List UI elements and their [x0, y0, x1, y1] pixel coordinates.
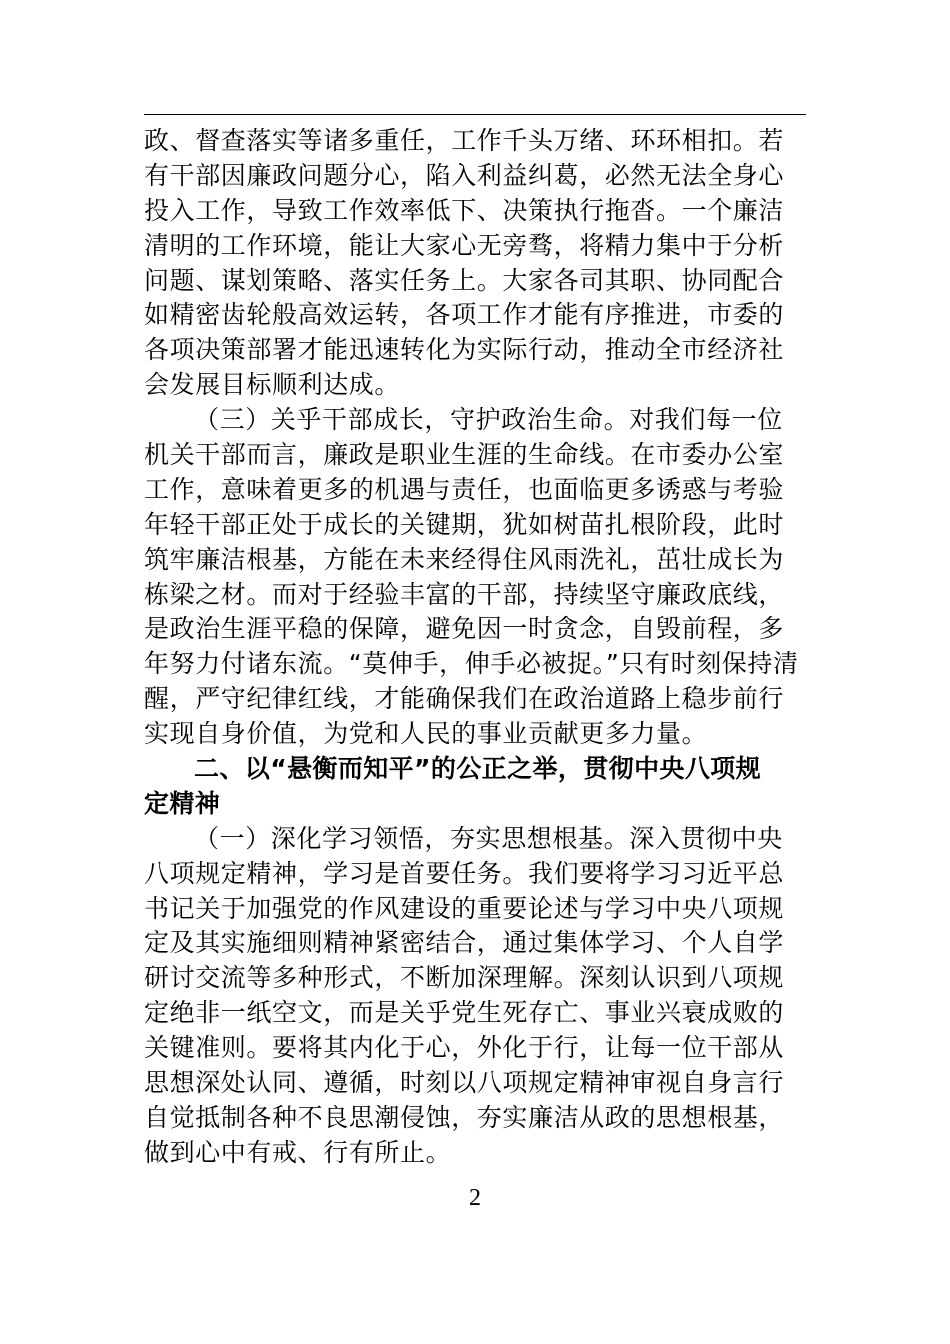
body-text-line: 各项决策部署才能迅速转化为实际行动，推动全市经济社: [144, 335, 785, 365]
body-text-line: （三）关乎干部成长，守护政治生命。对我们每一位: [194, 405, 783, 435]
body-text-line: 关键准则。要将其内化于心，外化于行，让每一位干部从: [144, 1033, 785, 1063]
body-text-line: 书记关于加强党的作风建设的重要论述与学习中央八项规: [144, 893, 785, 923]
body-text-line: 政、督查落实等诸多重任，工作千头万绪、环环相扣。若: [144, 126, 785, 155]
body-text-line: 机关干部而言，廉政是职业生涯的生命线。在市委办公室: [144, 440, 785, 470]
body-text-line: 定绝非一纸空文，而是关乎党生死存亡、事业兴衰成败的: [144, 998, 785, 1028]
body-text-line: 年努力付诸东流。“莫伸手，伸手必被捉。”只有时刻保持清: [144, 649, 799, 679]
body-text-line: 会发展目标顺利达成。: [144, 370, 401, 400]
body-text-line: 栋梁之材。而对于经验丰富的干部，持续坚守廉政底线，: [144, 579, 785, 609]
body-text-line: 思想深处认同、遵循，时刻以八项规定精神审视自身言行: [144, 1068, 785, 1098]
section-heading-line: 二、以“悬衡而知平”的公正之举，贯彻中央八项规: [194, 754, 762, 784]
document-body: [144, 124, 806, 1171]
body-text-line: 是政治生涯平稳的保障，避免因一时贪念，自毁前程，多: [144, 614, 785, 644]
body-text-line: 自觉抵制各种不良思潮侵蚀，夯实廉洁从政的思想根基，: [144, 1102, 785, 1132]
body-text-line: 如精密齿轮般高效运转，各项工作才能有序推进，市委的: [144, 300, 785, 330]
body-text-line: 清明的工作环境，能让大家心无旁骛，将精力集中于分析: [144, 230, 785, 260]
body-text-line: （一）深化学习领悟，夯实思想根基。深入贯彻中央: [194, 823, 783, 853]
body-text-line: 工作，意味着更多的机遇与责任，也面临更多诱惑与考验: [144, 474, 785, 504]
body-text-line: 有干部因廉政问题分心，陷入利益纠葛，必然无法全身心: [144, 160, 785, 190]
header-rule: [144, 114, 806, 115]
body-text-line: 定及其实施细则精神紧密结合，通过集体学习、个人自学: [144, 928, 785, 958]
body-text-line: 研讨交流等多种形式，不断加深理解。深刻认识到八项规: [144, 963, 785, 993]
body-text-line: 实现自身价值，为党和人民的事业贡献更多力量。: [144, 719, 708, 749]
body-text-line: 筑牢廉洁根基，方能在未来经得住风雨洗礼，茁壮成长为: [144, 544, 785, 574]
body-text-line: 醒，严守纪律红线，才能确保我们在政治道路上稳步前行: [144, 684, 785, 714]
body-text-line: 年轻干部正处于成长的关键期，犹如树苗扎根阶段，此时: [144, 509, 785, 539]
body-text-line: 投入工作，导致工作效率低下、决策执行拖沓。一个廉洁: [144, 195, 785, 225]
section-heading-line: 定精神: [144, 788, 221, 818]
body-text-line: 做到心中有戒、行有所止。: [144, 1137, 452, 1167]
page-number: 2: [469, 1185, 481, 1211]
body-text-line: 问题、谋划策略、落实任务上。大家各司其职、协同配合: [144, 265, 785, 295]
body-text-line: 八项规定精神，学习是首要任务。我们要将学习习近平总: [144, 858, 785, 888]
